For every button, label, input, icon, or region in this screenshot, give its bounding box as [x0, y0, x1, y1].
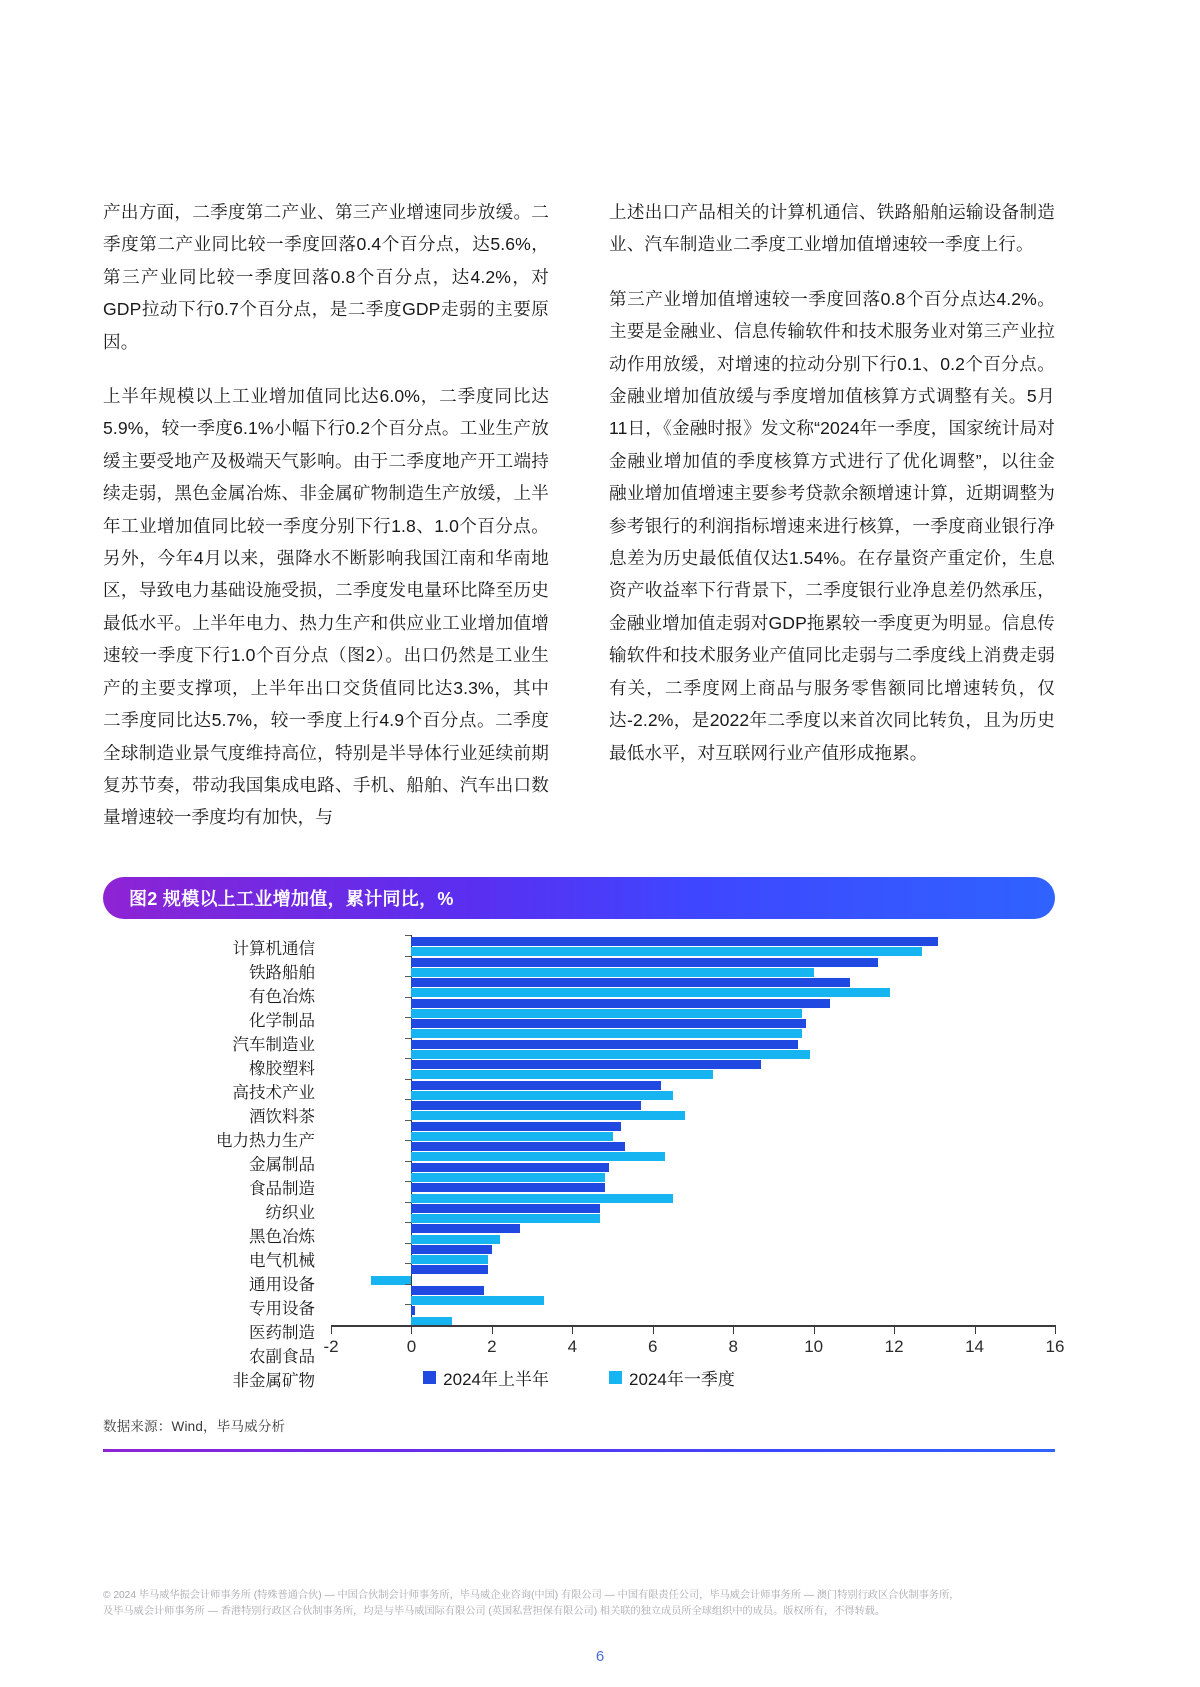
chart-bar	[411, 1306, 415, 1315]
chart-bar	[411, 1296, 544, 1305]
y-axis-tick	[405, 1120, 411, 1121]
chart-category-label: 有色冶炼	[249, 988, 315, 1006]
chart-category-label: 铁路船舶	[249, 964, 315, 982]
chart-category-label: 农副食品	[249, 1348, 315, 1366]
y-axis-tick	[405, 1222, 411, 1223]
chart-bar	[411, 978, 849, 987]
chart-bar	[411, 1235, 499, 1244]
x-axis-tick-label: 16	[1045, 1337, 1065, 1356]
chart-bar	[411, 947, 922, 956]
y-axis-tick	[405, 1181, 411, 1182]
y-axis-tick	[405, 1243, 411, 1244]
y-axis-tick	[405, 935, 411, 936]
y-axis-tick	[405, 976, 411, 977]
y-axis-tick	[405, 1079, 411, 1080]
chart-bar	[411, 937, 938, 946]
chart-category-label: 电气机械	[249, 1252, 315, 1270]
x-axis-tick-label: 4	[567, 1337, 578, 1356]
legend-swatch-icon	[609, 1371, 622, 1384]
legend-label: 2024年一季度	[629, 1370, 735, 1389]
figure-title: 图2 规模以上工业增加值，累计同比，%	[103, 877, 1055, 919]
legal-footer	[103, 1588, 1055, 1620]
chart-bar	[411, 1132, 612, 1141]
chart-category-labels	[103, 935, 323, 1390]
body-columns	[103, 196, 1055, 834]
chart-bar	[411, 1019, 805, 1028]
x-axis-tick	[814, 1325, 815, 1334]
x-axis-tick	[894, 1325, 895, 1334]
y-axis-tick	[405, 956, 411, 957]
y-axis-tick	[405, 1058, 411, 1059]
y-axis-tick	[405, 997, 411, 998]
chart-bar	[411, 1245, 491, 1254]
y-axis-tick	[405, 1038, 411, 1039]
x-axis-tick	[492, 1325, 493, 1334]
chart-category-label: 汽车制造业	[232, 1036, 315, 1054]
chart-bar	[411, 1142, 624, 1151]
chart-category-label: 黑色冶炼	[249, 1228, 315, 1246]
chart-category-label: 纺织业	[265, 1204, 315, 1222]
chart-bar	[411, 1173, 604, 1182]
chart-bar	[411, 1009, 801, 1018]
x-axis-tick-label: 10	[804, 1337, 824, 1356]
chart-bar	[411, 1224, 520, 1233]
x-axis-tick	[733, 1325, 734, 1334]
right-column	[609, 196, 1055, 834]
chart-category-label: 高技术产业	[232, 1084, 315, 1102]
chart-bar	[411, 968, 813, 977]
x-axis-tick-label: 14	[965, 1337, 985, 1356]
chart-bar	[411, 999, 829, 1008]
chart-category-label: 化学制品	[249, 1012, 315, 1030]
chart-bar	[411, 958, 878, 967]
chart-category-label: 通用设备	[249, 1276, 315, 1294]
left-column	[103, 196, 549, 834]
figure-source: 数据来源：Wind，毕马威分析	[103, 1419, 286, 1434]
figure-2	[103, 877, 1065, 1497]
chart-category-label: 专用设备	[249, 1300, 315, 1318]
chart-bar	[411, 1050, 809, 1059]
chart-bar	[411, 1081, 660, 1090]
chart-bars-area	[331, 935, 1055, 1325]
x-axis-tick	[1055, 1325, 1056, 1334]
y-axis-tick	[405, 1304, 411, 1305]
chart-bar	[411, 1163, 608, 1172]
chart-bar	[411, 1122, 620, 1131]
chart-bar	[411, 988, 890, 997]
x-axis-tick-label: 12	[884, 1337, 904, 1356]
footer-line-1: © 2024 毕马威华振会计师事务所 (特殊普通合伙) — 中国合伙制会计师事务所，毕马威企业咨询(中国) 有限公司 — 中国有限责任公司，毕马威会计师事务所 — 澳门特别行政区合伙制事务所，	[103, 1590, 960, 1601]
chart-bar	[411, 1286, 483, 1295]
legend-swatch-icon	[423, 1371, 436, 1384]
page-number: 6	[595, 1648, 605, 1665]
y-axis-tick	[405, 1161, 411, 1162]
chart-category-label: 电力热力生产	[216, 1132, 315, 1150]
y-axis-tick	[405, 1099, 411, 1100]
chart-bar	[411, 1091, 672, 1100]
y-axis-tick	[405, 1263, 411, 1264]
x-axis-tick	[331, 1325, 332, 1334]
y-axis-tick	[405, 1284, 411, 1285]
chart-bar	[411, 1194, 672, 1203]
x-axis-tick-label: 2	[487, 1337, 497, 1356]
chart-bar	[411, 1070, 713, 1079]
y-axis-tick	[405, 1140, 411, 1141]
chart-legend	[103, 1365, 1055, 1390]
chart-bar	[411, 1183, 604, 1192]
chart-category-label: 计算机通信	[232, 940, 315, 958]
chart-bar	[411, 1029, 801, 1038]
chart-category-label: 酒饮料茶	[249, 1108, 315, 1126]
x-axis-tick	[653, 1325, 654, 1334]
chart-bar	[411, 1255, 487, 1264]
chart-bar	[411, 1060, 761, 1069]
chart-bar	[411, 1214, 600, 1223]
x-axis-tick	[572, 1325, 573, 1334]
x-axis-tick-label: 0	[406, 1337, 417, 1356]
x-axis-line	[331, 1325, 1055, 1327]
y-axis-tick	[405, 1202, 411, 1203]
chart-category-label: 医药制造	[249, 1324, 315, 1342]
paragraph: 第三产业增加值增速较一季度回落0.8个百分点达4.2%。主要是金融业、信息传输软件和技术服务业对第三产业拉动作用放缓，对增速的拉动分别下行0.1、0.2个百分点。金融业增加值放缓与季度增加值核算方式调整有关。5月11日，《金融时报》发文称“2024年一季度，国家统计局对金融业增加值的季度核算方式进行了优化调整”，以往金融业增加值增速主要参考贷款余额增速计算，近期调整为参考银行的利润指标增速来进行核算，一季度商业银行净息差为历史最低值仅达1.54%。在存量资产重定价，生息资产收益率下行背景下，二季度银行业净息差仍然承压，金融业增加值走弱对GDP拖累较一季度更为明显。信息传输软件和技术服务业产值同比走弱与二季度线上消费走弱有关，二季度网上商品与服务零售额同比增速转负，仅达-2.2%，是2022年二季度以来首次同比转负，且为历史最低水平，对互联网行业产值形成拖累。	[609, 288, 1055, 763]
paragraph: 产出方面，二季度第二产业、第三产业增速同步放缓。二季度第二产业同比较一季度回落0.4个百分点，达5.6%，第三产业同比较一季度回落0.8个百分点，达4.2%，对GDP拉动下行0.7个百分点，是二季度GDP走弱的主要原因。	[103, 202, 549, 352]
chart-category-label: 食品制造	[249, 1180, 315, 1198]
chart-category-label: 非金属矿物	[232, 1372, 315, 1390]
x-axis-tick	[411, 1325, 412, 1334]
chart-bar	[411, 1101, 640, 1110]
figure-divider	[103, 1449, 1055, 1452]
y-axis-tick	[405, 1017, 411, 1018]
chart-bar	[411, 1265, 487, 1274]
chart-bar	[411, 1204, 600, 1213]
legend-item[interactable]	[609, 1365, 735, 1390]
chart-bar	[411, 1111, 685, 1120]
chart-category-label: 橡胶塑料	[249, 1060, 315, 1078]
x-axis-tick-label: -2	[323, 1337, 339, 1356]
legend-item[interactable]	[423, 1365, 549, 1390]
paragraph: 上半年规模以上工业增加值同比达6.0%，二季度同比达5.9%，较一季度6.1%小幅下行0.2个百分点。工业生产放缓主要受地产及极端天气影响。由于二季度地产开工端持续走弱，黑色金属冶炼、非金属矿物制造生产放缓，上半年工业增加值同比较一季度分别下行1.8、1.0个百分点。另外，今年4月以来，强降水不断影响我国江南和华南地区，导致电力基础设施受损，二季度发电量环比降至历史最低水平。上半年电力、热力生产和供应业工业增加值增速较一季度下行1.0个百分点（图2）。出口仍然是工业生产的主要支撑项，上半年出口交货值同比达3.3%，其中二季度同比达5.7%，较一季度上行4.9个百分点。二季度全球制造业景气度维持高位，特别是半导体行业延续前期复苏节奏，带动我国集成电路、手机、船舶、汽车出口数量增速较一季度均有加快，与	[103, 386, 549, 828]
chart-category-label: 金属制品	[249, 1156, 315, 1174]
x-axis-tick-label: 6	[648, 1337, 658, 1356]
chart-bar	[411, 1152, 664, 1161]
chart-bar	[411, 1040, 797, 1049]
x-axis-tick-label: 8	[728, 1337, 738, 1356]
paragraph: 上述出口产品相关的计算机通信、铁路船舶运输设备制造业、汽车制造业二季度工业增加值增速较一季度上行。	[609, 202, 1055, 255]
legend-label: 2024年上半年	[443, 1370, 549, 1389]
x-axis-tick	[975, 1325, 976, 1334]
footer-line-2: 及毕马威会计师事务所 — 香港特别行政区合伙制事务所，均是与毕马威国际有限公司 (英国私营担保有限公司) 相关联的独立成员所全球组织中的成员。版权所有，不得转载。	[103, 1606, 886, 1617]
